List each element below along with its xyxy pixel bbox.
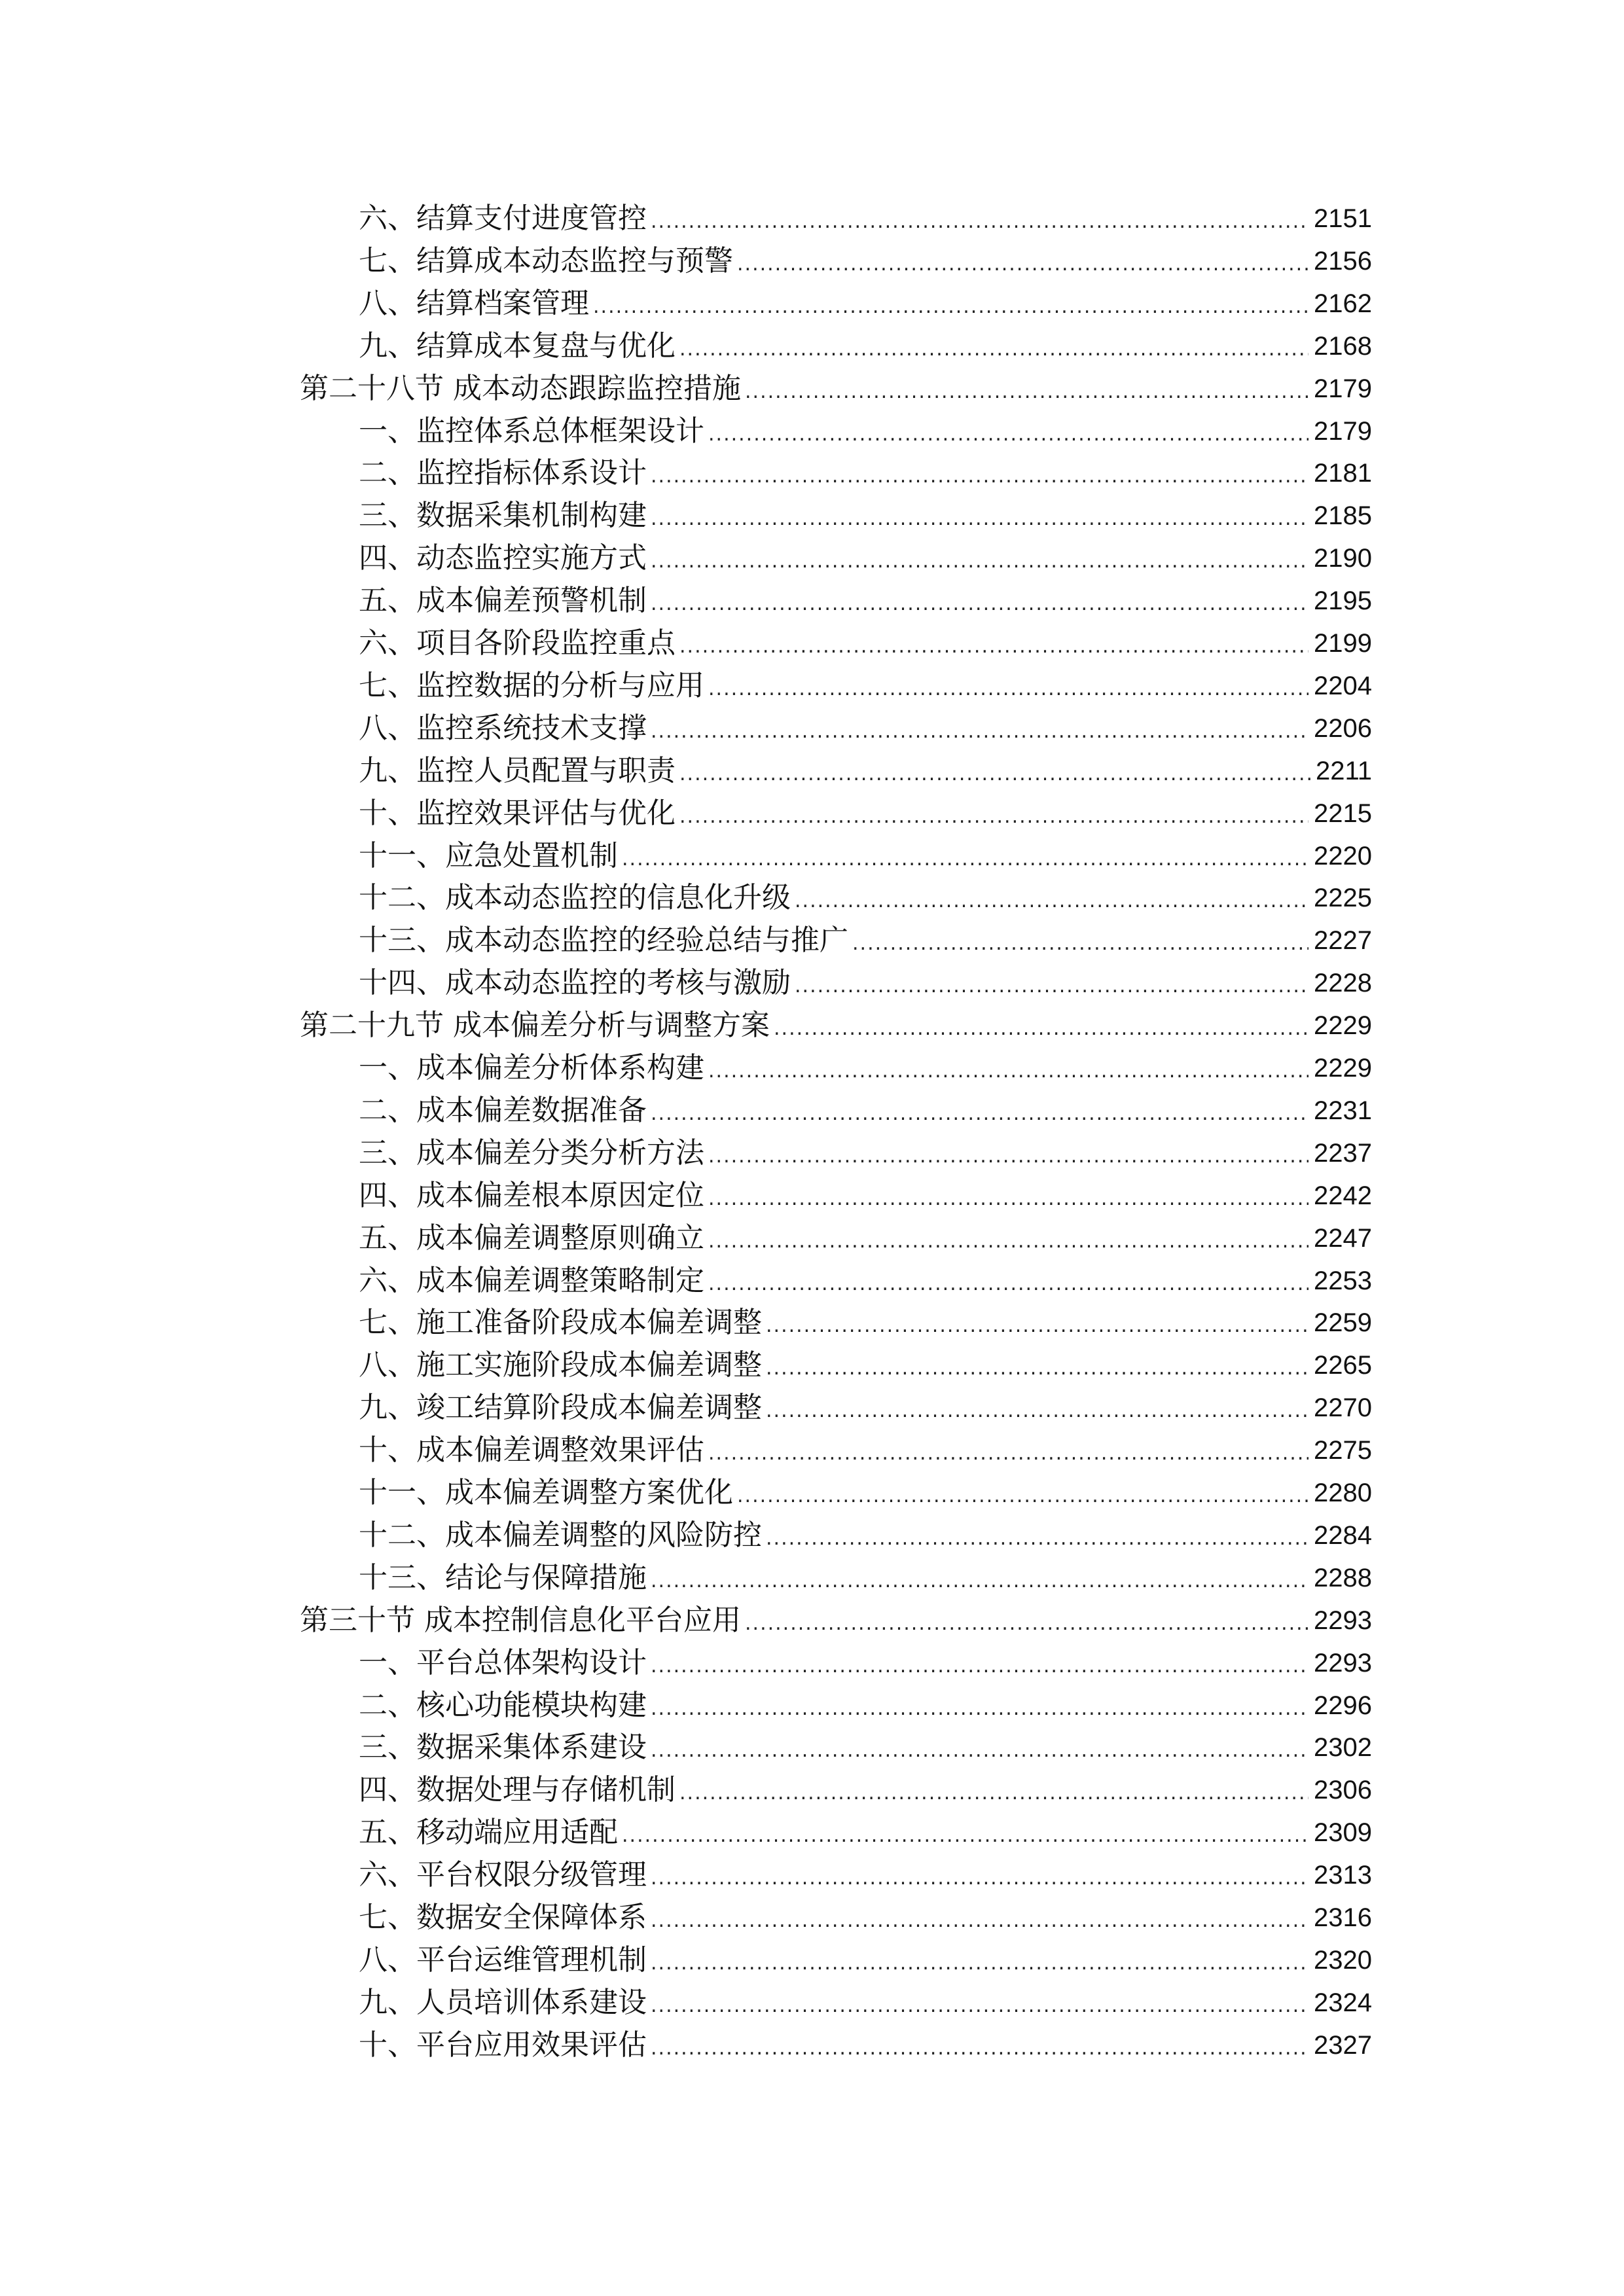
- toc-dot-leader: [651, 580, 1308, 622]
- toc-dot-leader: [651, 1727, 1308, 1768]
- toc-page-number: 2211: [1315, 757, 1372, 785]
- toc-dot-leader: [679, 622, 1308, 664]
- toc-entry-title: 十三、成本动态监控的经验总结与推广: [359, 924, 848, 957]
- toc-page-number: 2265: [1314, 1351, 1372, 1380]
- toc-entry-title: 三、数据采集机制构建: [359, 499, 647, 532]
- toc-entry-title: 十、监控效果评估与优化: [359, 797, 676, 830]
- toc-dot-leader: [766, 1515, 1308, 1556]
- toc-subsection-entry[interactable]: [359, 1302, 1372, 1344]
- toc-page-number: 2195: [1314, 586, 1372, 615]
- toc-entry-title: 四、数据处理与存储机制: [359, 1773, 676, 1806]
- toc-dot-leader: [651, 1090, 1308, 1132]
- toc-subsection-entry[interactable]: [359, 198, 1372, 240]
- toc-page-number: 2156: [1314, 247, 1372, 276]
- toc-dot-leader: [745, 368, 1308, 410]
- toc-page-number: 2293: [1314, 1606, 1372, 1635]
- toc-subsection-entry[interactable]: [359, 622, 1372, 664]
- toc-page-number: 2309: [1314, 1818, 1372, 1847]
- toc-dot-leader: [708, 1175, 1308, 1217]
- toc-page-number: 2296: [1314, 1691, 1372, 1720]
- toc-page-number: 2316: [1314, 1903, 1372, 1932]
- toc-subsection-entry[interactable]: [359, 325, 1372, 367]
- toc-subsection-entry[interactable]: [359, 665, 1372, 707]
- toc-entry-title: 二、监控指标体系设计: [359, 456, 647, 490]
- toc-dot-leader: [852, 920, 1308, 961]
- toc-entry-title: 八、结算档案管理: [359, 287, 589, 320]
- toc-entry-title: 九、监控人员配置与职责: [359, 754, 676, 787]
- toc-subsection-entry[interactable]: [359, 1472, 1372, 1514]
- toc-subsection-entry[interactable]: [359, 2024, 1372, 2066]
- toc-subsection-entry[interactable]: [359, 240, 1372, 282]
- toc-entry-title: 第三十节 成本控制信息化平台应用: [300, 1604, 741, 1637]
- toc-page-number: 2229: [1314, 1011, 1372, 1040]
- toc-entry-title: 二、成本偏差数据准备: [359, 1094, 647, 1127]
- toc-entry-title: 五、成本偏差预警机制: [359, 584, 647, 617]
- toc-page-number: 2168: [1314, 332, 1372, 361]
- toc-subsection-entry[interactable]: [359, 1175, 1372, 1217]
- toc-subsection-entry[interactable]: [359, 1344, 1372, 1386]
- toc-subsection-entry[interactable]: [359, 410, 1372, 452]
- toc-entry-title: 七、监控数据的分析与应用: [359, 669, 704, 702]
- toc-entry-title: 八、平台运维管理机制: [359, 1943, 647, 1977]
- toc-page-number: 2206: [1314, 714, 1372, 743]
- toc-entry-title: 九、人员培训体系建设: [359, 1986, 647, 2019]
- toc-page-number: 2280: [1314, 1479, 1372, 1507]
- toc-dot-leader: [651, 1557, 1308, 1599]
- toc-subsection-entry[interactable]: [359, 750, 1372, 792]
- toc-page-number: 2185: [1314, 501, 1372, 530]
- toc-dot-leader: [679, 793, 1308, 834]
- toc-subsection-entry[interactable]: [359, 1260, 1372, 1302]
- toc-subsection-entry[interactable]: [359, 1897, 1372, 1939]
- toc-dot-leader: [774, 1005, 1308, 1047]
- toc-entry-title: 八、监控系统技术支撑: [359, 711, 647, 745]
- toc-page-number: 2199: [1314, 629, 1372, 658]
- toc-subsection-entry[interactable]: [359, 1515, 1372, 1556]
- toc-page-number: 2259: [1314, 1308, 1372, 1337]
- toc-page-number: 2229: [1314, 1054, 1372, 1083]
- toc-dot-leader: [795, 962, 1308, 1004]
- toc-dot-leader: [766, 1387, 1308, 1429]
- toc-dot-leader: [737, 1472, 1308, 1514]
- toc-dot-leader: [745, 1600, 1308, 1641]
- toc-dot-leader: [651, 708, 1308, 749]
- toc-subsection-entry[interactable]: [359, 1557, 1372, 1599]
- toc-dot-leader: [622, 1812, 1308, 1854]
- toc-page-number: 2327: [1314, 2031, 1372, 2060]
- toc-page-number: 2181: [1314, 459, 1372, 488]
- toc-page-number: 2284: [1314, 1521, 1372, 1550]
- toc-entry-title: 七、施工准备阶段成本偏差调整: [359, 1306, 762, 1339]
- toc-dot-leader: [795, 877, 1308, 919]
- toc-dot-leader: [651, 452, 1308, 494]
- toc-entry-title: 十四、成本动态监控的考核与激励: [359, 966, 791, 999]
- toc-dot-leader: [651, 198, 1308, 240]
- toc-page-number: 2179: [1314, 374, 1372, 403]
- toc-dot-leader: [708, 1260, 1308, 1302]
- toc-entry-title: 十一、应急处置机制: [359, 839, 618, 872]
- toc-page-number: 2190: [1314, 544, 1372, 573]
- toc-page-number: 2302: [1314, 1733, 1372, 1762]
- toc-page-number: 2320: [1314, 1946, 1372, 1975]
- toc-subsection-entry[interactable]: [359, 1387, 1372, 1429]
- toc-subsection-entry[interactable]: [359, 920, 1372, 961]
- toc-page-number: 2231: [1314, 1096, 1372, 1125]
- toc-entry-title: 十一、成本偏差调整方案优化: [359, 1476, 733, 1509]
- toc-entry-title: 六、成本偏差调整策略制定: [359, 1264, 704, 1297]
- toc-subsection-entry[interactable]: [359, 1132, 1372, 1174]
- toc-dot-leader: [708, 665, 1308, 707]
- toc-entry-title: 十、成本偏差调整效果评估: [359, 1433, 704, 1467]
- toc-entry-title: 八、施工实施阶段成本偏差调整: [359, 1348, 762, 1382]
- toc-dot-leader: [679, 325, 1308, 367]
- toc-dot-leader: [651, 1642, 1308, 1684]
- toc-subsection-entry[interactable]: [359, 1727, 1372, 1768]
- toc-dot-leader: [651, 1854, 1308, 1896]
- toc-entry-title: 二、核心功能模块构建: [359, 1689, 647, 1722]
- toc-subsection-entry[interactable]: [359, 537, 1372, 579]
- toc-section-entry[interactable]: [300, 1600, 1372, 1641]
- toc-page-number: 2237: [1314, 1139, 1372, 1168]
- toc-entry-title: 六、项目各阶段监控重点: [359, 626, 676, 660]
- toc-entry-title: 四、成本偏差根本原因定位: [359, 1179, 704, 1212]
- toc-dot-leader: [766, 1344, 1308, 1386]
- toc-subsection-entry[interactable]: [359, 877, 1372, 919]
- toc-dot-leader: [651, 1685, 1308, 1727]
- toc-dot-leader: [708, 1047, 1308, 1089]
- toc-subsection-entry[interactable]: [359, 580, 1372, 622]
- toc-entry-title: 五、成本偏差调整原则确立: [359, 1221, 704, 1255]
- toc-entry-title: 五、移动端应用适配: [359, 1816, 618, 1849]
- toc-dot-leader: [708, 410, 1308, 452]
- toc-dot-leader: [679, 750, 1310, 792]
- toc-entry-title: 九、竣工结算阶段成本偏差调整: [359, 1391, 762, 1424]
- toc-page-number: 2324: [1314, 1988, 1372, 2017]
- toc-subsection-entry[interactable]: [359, 793, 1372, 834]
- toc-page-number: 2179: [1314, 417, 1372, 446]
- toc-section-entry[interactable]: [300, 368, 1372, 410]
- toc-subsection-entry[interactable]: [359, 1090, 1372, 1132]
- toc-subsection-entry[interactable]: [359, 1982, 1372, 2024]
- toc-page-number: 2288: [1314, 1564, 1372, 1592]
- toc-subsection-entry[interactable]: [359, 1685, 1372, 1727]
- toc-page-number: 2253: [1314, 1266, 1372, 1295]
- toc-subsection-entry[interactable]: [359, 283, 1372, 325]
- toc-entry-title: 三、数据采集体系建设: [359, 1731, 647, 1764]
- toc-entry-title: 七、数据安全保障体系: [359, 1901, 647, 1934]
- toc-page-number: 2306: [1314, 1776, 1372, 1804]
- toc-dot-leader: [708, 1132, 1308, 1174]
- toc-page-number: 2220: [1314, 842, 1372, 870]
- toc-subsection-entry[interactable]: [359, 1939, 1372, 1981]
- toc-entry-title: 六、平台权限分级管理: [359, 1858, 647, 1892]
- toc-page-number: 2225: [1314, 884, 1372, 912]
- toc-dot-leader: [708, 1429, 1308, 1471]
- toc-dot-leader: [651, 1939, 1308, 1981]
- toc-dot-leader: [679, 1769, 1308, 1811]
- toc-subsection-entry[interactable]: [359, 1047, 1372, 1089]
- toc-entry-title: 四、动态监控实施方式: [359, 541, 647, 575]
- toc-entry-title: 九、结算成本复盘与优化: [359, 329, 676, 363]
- toc-page-number: 2270: [1314, 1393, 1372, 1422]
- toc-page-number: 2313: [1314, 1861, 1372, 1890]
- toc-entry-title: 十三、结论与保障措施: [359, 1561, 647, 1594]
- toc-entry-title: 第二十八节 成本动态跟踪监控措施: [300, 372, 741, 405]
- toc-dot-leader: [651, 495, 1308, 537]
- toc-page-number: 2247: [1314, 1224, 1372, 1253]
- toc-section-entry[interactable]: [300, 1005, 1372, 1047]
- toc-dot-leader: [651, 1982, 1308, 2024]
- toc-entry-title: 十二、成本动态监控的信息化升级: [359, 881, 791, 914]
- toc-page-number: 2228: [1314, 969, 1372, 997]
- toc-page-number: 2151: [1314, 204, 1372, 233]
- toc-subsection-entry[interactable]: [359, 1854, 1372, 1896]
- toc-subsection-entry[interactable]: [359, 1812, 1372, 1854]
- toc-entry-title: 七、结算成本动态监控与预警: [359, 244, 733, 278]
- toc-dot-leader: [651, 2024, 1308, 2066]
- toc-dot-leader: [708, 1217, 1308, 1259]
- toc-subsection-entry[interactable]: [359, 708, 1372, 749]
- toc-subsection-entry[interactable]: [359, 1429, 1372, 1471]
- toc-dot-leader: [651, 537, 1308, 579]
- toc-dot-leader: [622, 835, 1308, 877]
- toc-page-number: 2227: [1314, 926, 1372, 955]
- toc-dot-leader: [737, 240, 1308, 282]
- toc-subsection-entry[interactable]: [359, 452, 1372, 494]
- toc-entry-title: 三、成本偏差分类分析方法: [359, 1136, 704, 1170]
- toc-entry-title: 第二十九节 成本偏差分析与调整方案: [300, 1009, 770, 1042]
- toc-entry-title: 十二、成本偏差调整的风险防控: [359, 1518, 762, 1552]
- toc-entry-title: 六、结算支付进度管控: [359, 202, 647, 235]
- toc-entry-title: 十、平台应用效果评估: [359, 2028, 647, 2062]
- toc-subsection-entry[interactable]: [359, 1769, 1372, 1811]
- toc-page-number: 2242: [1314, 1181, 1372, 1210]
- toc-page-number: 2275: [1314, 1436, 1372, 1465]
- toc-entry-title: 一、平台总体架构设计: [359, 1646, 647, 1679]
- toc-subsection-entry[interactable]: [359, 835, 1372, 877]
- toc-subsection-entry[interactable]: [359, 495, 1372, 537]
- toc-dot-leader: [593, 283, 1308, 325]
- toc-dot-leader: [766, 1302, 1308, 1344]
- toc-entry-title: 一、成本偏差分析体系构建: [359, 1051, 704, 1085]
- toc-subsection-entry[interactable]: [359, 1217, 1372, 1259]
- toc-page-number: 2204: [1314, 672, 1372, 700]
- toc-dot-leader: [651, 1897, 1308, 1939]
- toc-entry-title: 一、监控体系总体框架设计: [359, 414, 704, 448]
- toc-page-number: 2162: [1314, 289, 1372, 318]
- toc-subsection-entry[interactable]: [359, 962, 1372, 1004]
- toc-page-number: 2215: [1314, 799, 1372, 828]
- toc-subsection-entry[interactable]: [359, 1642, 1372, 1684]
- toc-page-number: 2293: [1314, 1649, 1372, 1677]
